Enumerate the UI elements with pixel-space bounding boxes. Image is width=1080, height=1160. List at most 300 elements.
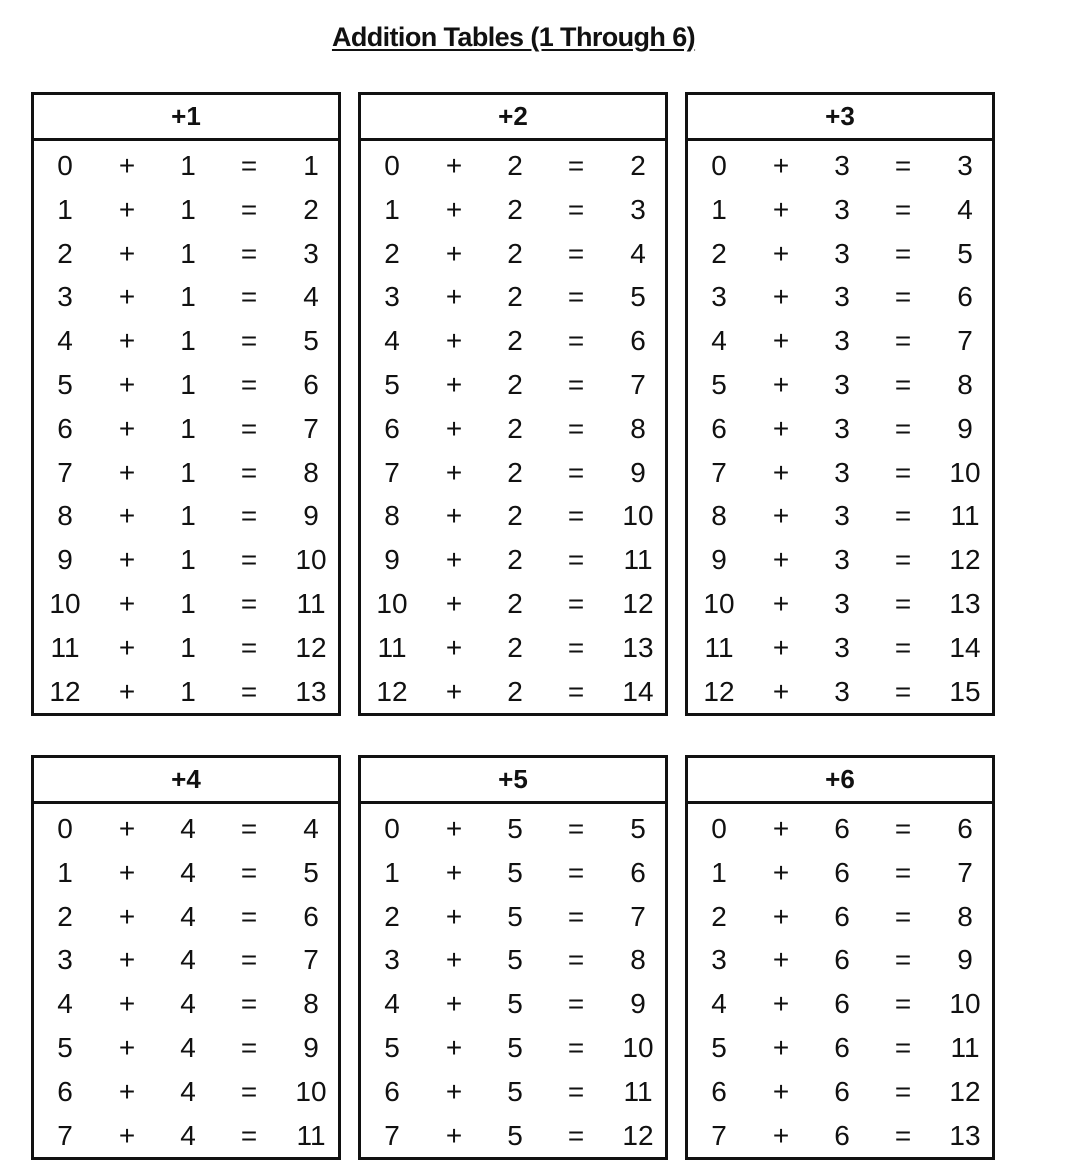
addend-a: 1 bbox=[384, 193, 400, 225]
sum-result: 12 bbox=[295, 631, 327, 663]
sum-result: 8 bbox=[630, 412, 646, 444]
addend-b: 3 bbox=[834, 150, 850, 181]
plus-sign: + bbox=[445, 325, 463, 357]
sum-result: 13 bbox=[949, 1119, 981, 1151]
table-row bbox=[361, 538, 665, 582]
addend-a: 11 bbox=[50, 631, 80, 663]
equals-sign: = bbox=[240, 150, 258, 181]
plus-sign: + bbox=[772, 900, 790, 932]
equals-sign: = bbox=[567, 587, 585, 619]
page-title: Addition Tables (1 Through 6) bbox=[331, 22, 696, 52]
sum-result: 1 bbox=[303, 150, 319, 181]
table-row bbox=[361, 670, 665, 714]
addend-b: 4 bbox=[180, 1075, 196, 1107]
addend-b: 2 bbox=[507, 325, 523, 357]
sum-result: 4 bbox=[303, 281, 319, 313]
addend-a: 7 bbox=[384, 456, 400, 488]
plus-sign: + bbox=[445, 237, 463, 269]
addition-table bbox=[358, 755, 668, 1160]
addend-b: 6 bbox=[834, 944, 850, 976]
addend-a: 3 bbox=[57, 281, 73, 313]
addend-b: 2 bbox=[507, 587, 523, 619]
addend-a: 1 bbox=[384, 856, 400, 888]
addend-a: 2 bbox=[57, 237, 73, 269]
table-row bbox=[688, 895, 992, 939]
table-row bbox=[688, 538, 992, 582]
plus-sign: + bbox=[772, 281, 790, 313]
equals-sign: = bbox=[567, 150, 585, 181]
plus-sign: + bbox=[772, 944, 790, 976]
sum-result: 6 bbox=[630, 325, 646, 357]
sum-result: 11 bbox=[296, 587, 326, 619]
table-row bbox=[34, 363, 338, 407]
addend-b: 3 bbox=[834, 193, 850, 225]
addend-a: 10 bbox=[49, 587, 81, 619]
sum-result: 11 bbox=[623, 544, 653, 576]
addend-b: 1 bbox=[180, 237, 196, 269]
equals-sign: = bbox=[567, 456, 585, 488]
addend-b: 6 bbox=[834, 856, 850, 888]
table-row bbox=[361, 807, 665, 851]
plus-sign: + bbox=[118, 1031, 136, 1063]
addend-a: 7 bbox=[57, 1119, 73, 1151]
addend-b: 6 bbox=[834, 988, 850, 1020]
addend-b: 1 bbox=[180, 150, 196, 181]
table-row bbox=[688, 626, 992, 670]
equals-sign: = bbox=[894, 631, 912, 663]
table-header: +2 bbox=[361, 95, 665, 141]
addend-b: 5 bbox=[507, 988, 523, 1020]
plus-sign: + bbox=[118, 193, 136, 225]
addend-a: 4 bbox=[384, 988, 400, 1020]
sum-result: 7 bbox=[303, 412, 319, 444]
table-header: +3 bbox=[688, 95, 992, 141]
equals-sign: = bbox=[240, 675, 258, 707]
addend-b: 3 bbox=[834, 631, 850, 663]
sum-result: 6 bbox=[303, 900, 319, 932]
equals-sign: = bbox=[240, 944, 258, 976]
sum-result: 3 bbox=[303, 237, 319, 269]
equals-sign: = bbox=[240, 456, 258, 488]
addend-b: 6 bbox=[834, 1031, 850, 1063]
addend-b: 5 bbox=[507, 856, 523, 888]
sum-result: 12 bbox=[949, 1075, 981, 1107]
table-row bbox=[688, 938, 992, 982]
plus-sign: + bbox=[118, 856, 136, 888]
sum-result: 11 bbox=[950, 1031, 980, 1063]
equals-sign: = bbox=[567, 1119, 585, 1151]
sum-result: 12 bbox=[622, 587, 654, 619]
sum-result: 7 bbox=[957, 856, 973, 888]
addend-b: 2 bbox=[507, 500, 523, 532]
addend-a: 0 bbox=[57, 813, 73, 844]
addend-a: 5 bbox=[711, 1031, 727, 1063]
plus-sign: + bbox=[772, 325, 790, 357]
equals-sign: = bbox=[894, 500, 912, 532]
equals-sign: = bbox=[894, 856, 912, 888]
equals-sign: = bbox=[240, 325, 258, 357]
table-row bbox=[34, 1114, 338, 1158]
equals-sign: = bbox=[240, 856, 258, 888]
table-row bbox=[361, 938, 665, 982]
table-row bbox=[688, 451, 992, 495]
table-row bbox=[361, 582, 665, 626]
equals-sign: = bbox=[240, 368, 258, 400]
table-row bbox=[34, 188, 338, 232]
addend-a: 6 bbox=[384, 1075, 400, 1107]
table-row bbox=[34, 407, 338, 451]
equals-sign: = bbox=[567, 325, 585, 357]
addend-b: 3 bbox=[834, 456, 850, 488]
sum-result: 5 bbox=[303, 325, 319, 357]
sum-result: 9 bbox=[957, 412, 973, 444]
addend-a: 5 bbox=[711, 368, 727, 400]
equals-sign: = bbox=[894, 237, 912, 269]
table-row bbox=[361, 895, 665, 939]
addend-b: 1 bbox=[180, 587, 196, 619]
sum-result: 7 bbox=[630, 368, 646, 400]
addend-a: 12 bbox=[703, 675, 735, 707]
plus-sign: + bbox=[118, 368, 136, 400]
equals-sign: = bbox=[240, 631, 258, 663]
equals-sign: = bbox=[567, 237, 585, 269]
table-row bbox=[688, 232, 992, 276]
plus-sign: + bbox=[772, 193, 790, 225]
sum-result: 6 bbox=[630, 856, 646, 888]
sum-result: 8 bbox=[630, 944, 646, 976]
addend-b: 1 bbox=[180, 456, 196, 488]
table-header: +1 bbox=[34, 95, 338, 141]
equals-sign: = bbox=[894, 456, 912, 488]
addend-a: 9 bbox=[711, 544, 727, 576]
equals-sign: = bbox=[894, 1119, 912, 1151]
addend-a: 11 bbox=[704, 631, 734, 663]
plus-sign: + bbox=[445, 368, 463, 400]
sum-result: 4 bbox=[957, 193, 973, 225]
addend-b: 3 bbox=[834, 587, 850, 619]
sum-result: 4 bbox=[630, 237, 646, 269]
equals-sign: = bbox=[240, 1031, 258, 1063]
plus-sign: + bbox=[118, 237, 136, 269]
addend-a: 0 bbox=[711, 150, 727, 181]
addend-a: 6 bbox=[384, 412, 400, 444]
table-row bbox=[34, 538, 338, 582]
addend-b: 2 bbox=[507, 456, 523, 488]
equals-sign: = bbox=[240, 500, 258, 532]
plus-sign: + bbox=[772, 368, 790, 400]
plus-sign: + bbox=[445, 988, 463, 1020]
addend-b: 3 bbox=[834, 500, 850, 532]
equals-sign: = bbox=[240, 281, 258, 313]
sum-result: 7 bbox=[303, 944, 319, 976]
addend-b: 3 bbox=[834, 412, 850, 444]
plus-sign: + bbox=[772, 1075, 790, 1107]
addend-b: 2 bbox=[507, 544, 523, 576]
table-row bbox=[361, 626, 665, 670]
equals-sign: = bbox=[894, 193, 912, 225]
plus-sign: + bbox=[772, 456, 790, 488]
addend-b: 5 bbox=[507, 813, 523, 844]
addend-a: 2 bbox=[711, 900, 727, 932]
equals-sign: = bbox=[567, 368, 585, 400]
addend-a: 12 bbox=[49, 675, 81, 707]
table-row bbox=[34, 895, 338, 939]
equals-sign: = bbox=[894, 281, 912, 313]
table-row bbox=[34, 807, 338, 851]
table-row bbox=[361, 494, 665, 538]
addend-b: 5 bbox=[507, 900, 523, 932]
plus-sign: + bbox=[445, 900, 463, 932]
equals-sign: = bbox=[894, 988, 912, 1020]
plus-sign: + bbox=[445, 500, 463, 532]
table-row bbox=[688, 670, 992, 714]
addition-table bbox=[685, 92, 995, 716]
addend-a: 0 bbox=[57, 150, 73, 181]
addend-a: 0 bbox=[711, 813, 727, 844]
plus-sign: + bbox=[772, 856, 790, 888]
sum-result: 12 bbox=[949, 544, 981, 576]
addend-b: 1 bbox=[180, 675, 196, 707]
equals-sign: = bbox=[567, 675, 585, 707]
addend-a: 0 bbox=[384, 150, 400, 181]
addend-a: 2 bbox=[57, 900, 73, 932]
equals-sign: = bbox=[567, 281, 585, 313]
equals-sign: = bbox=[240, 193, 258, 225]
table-row bbox=[34, 1070, 338, 1114]
addend-a: 12 bbox=[376, 675, 408, 707]
sum-result: 5 bbox=[630, 813, 646, 844]
addend-b: 6 bbox=[834, 1075, 850, 1107]
addend-b: 3 bbox=[834, 675, 850, 707]
table-row bbox=[361, 982, 665, 1026]
addend-b: 3 bbox=[834, 237, 850, 269]
table-row bbox=[361, 1070, 665, 1114]
addend-a: 4 bbox=[711, 988, 727, 1020]
plus-sign: + bbox=[772, 988, 790, 1020]
plus-sign: + bbox=[772, 675, 790, 707]
plus-sign: + bbox=[772, 813, 790, 844]
equals-sign: = bbox=[567, 544, 585, 576]
equals-sign: = bbox=[894, 587, 912, 619]
table-row bbox=[361, 1114, 665, 1158]
addition-table bbox=[358, 92, 668, 716]
sum-result: 8 bbox=[957, 900, 973, 932]
equals-sign: = bbox=[894, 150, 912, 181]
addend-b: 2 bbox=[507, 368, 523, 400]
sum-result: 9 bbox=[957, 944, 973, 976]
addend-b: 5 bbox=[507, 1075, 523, 1107]
addend-a: 1 bbox=[711, 856, 727, 888]
sum-result: 5 bbox=[630, 281, 646, 313]
table-row bbox=[361, 232, 665, 276]
plus-sign: + bbox=[118, 412, 136, 444]
addend-b: 1 bbox=[180, 544, 196, 576]
table-body bbox=[361, 804, 665, 1157]
plus-sign: + bbox=[772, 631, 790, 663]
sum-result: 3 bbox=[630, 193, 646, 225]
addend-a: 3 bbox=[711, 281, 727, 313]
equals-sign: = bbox=[894, 1075, 912, 1107]
equals-sign: = bbox=[567, 631, 585, 663]
table-row bbox=[361, 363, 665, 407]
plus-sign: + bbox=[118, 456, 136, 488]
plus-sign: + bbox=[772, 412, 790, 444]
table-row bbox=[688, 807, 992, 851]
equals-sign: = bbox=[567, 1075, 585, 1107]
addend-b: 3 bbox=[834, 281, 850, 313]
addend-b: 6 bbox=[834, 1119, 850, 1151]
addend-a: 3 bbox=[384, 944, 400, 976]
addend-a: 7 bbox=[384, 1119, 400, 1151]
plus-sign: + bbox=[118, 587, 136, 619]
sum-result: 11 bbox=[623, 1075, 653, 1107]
addend-a: 2 bbox=[384, 237, 400, 269]
addend-a: 0 bbox=[384, 813, 400, 844]
sum-result: 10 bbox=[622, 500, 654, 532]
table-row bbox=[688, 275, 992, 319]
table-body bbox=[688, 141, 992, 713]
addend-a: 1 bbox=[57, 193, 73, 225]
addend-b: 5 bbox=[507, 1119, 523, 1151]
addend-a: 1 bbox=[711, 193, 727, 225]
equals-sign: = bbox=[894, 813, 912, 844]
addend-b: 3 bbox=[834, 544, 850, 576]
addend-a: 6 bbox=[57, 412, 73, 444]
addend-a: 7 bbox=[711, 456, 727, 488]
addend-a: 6 bbox=[711, 1075, 727, 1107]
addend-b: 2 bbox=[507, 281, 523, 313]
table-row bbox=[688, 1026, 992, 1070]
equals-sign: = bbox=[894, 368, 912, 400]
plus-sign: + bbox=[772, 544, 790, 576]
addend-b: 4 bbox=[180, 813, 196, 844]
sum-result: 13 bbox=[295, 675, 327, 707]
equals-sign: = bbox=[567, 500, 585, 532]
table-row bbox=[688, 851, 992, 895]
table-row bbox=[34, 494, 338, 538]
addend-b: 2 bbox=[507, 675, 523, 707]
sum-result: 11 bbox=[296, 1119, 326, 1151]
table-row bbox=[361, 1026, 665, 1070]
addition-table bbox=[685, 755, 995, 1160]
table-row bbox=[688, 407, 992, 451]
addend-b: 4 bbox=[180, 1031, 196, 1063]
equals-sign: = bbox=[567, 944, 585, 976]
equals-sign: = bbox=[894, 900, 912, 932]
table-row bbox=[34, 851, 338, 895]
addend-b: 4 bbox=[180, 900, 196, 932]
addend-a: 2 bbox=[384, 900, 400, 932]
sum-result: 2 bbox=[630, 150, 646, 181]
equals-sign: = bbox=[240, 412, 258, 444]
table-row bbox=[688, 1114, 992, 1158]
table-row bbox=[361, 144, 665, 188]
addend-a: 5 bbox=[384, 1031, 400, 1063]
addend-b: 3 bbox=[834, 368, 850, 400]
equals-sign: = bbox=[240, 900, 258, 932]
addend-b: 2 bbox=[507, 150, 523, 181]
addend-a: 3 bbox=[384, 281, 400, 313]
equals-sign: = bbox=[240, 1075, 258, 1107]
table-row bbox=[688, 982, 992, 1026]
addend-a: 7 bbox=[57, 456, 73, 488]
sum-result: 6 bbox=[957, 281, 973, 313]
plus-sign: + bbox=[445, 456, 463, 488]
table-row bbox=[34, 144, 338, 188]
addend-a: 6 bbox=[57, 1075, 73, 1107]
equals-sign: = bbox=[240, 988, 258, 1020]
table-row bbox=[361, 319, 665, 363]
sum-result: 7 bbox=[630, 900, 646, 932]
plus-sign: + bbox=[772, 500, 790, 532]
sum-result: 9 bbox=[303, 1031, 319, 1063]
table-row bbox=[34, 670, 338, 714]
sum-result: 14 bbox=[622, 675, 654, 707]
addend-a: 2 bbox=[711, 237, 727, 269]
plus-sign: + bbox=[445, 193, 463, 225]
equals-sign: = bbox=[567, 813, 585, 844]
addend-a: 10 bbox=[376, 587, 408, 619]
plus-sign: + bbox=[445, 856, 463, 888]
table-row bbox=[34, 275, 338, 319]
sum-result: 10 bbox=[622, 1031, 654, 1063]
equals-sign: = bbox=[240, 237, 258, 269]
table-row bbox=[34, 1026, 338, 1070]
plus-sign: + bbox=[118, 813, 136, 844]
plus-sign: + bbox=[445, 813, 463, 844]
table-row bbox=[688, 188, 992, 232]
addend-b: 6 bbox=[834, 900, 850, 932]
plus-sign: + bbox=[118, 325, 136, 357]
sum-result: 14 bbox=[949, 631, 981, 663]
equals-sign: = bbox=[567, 988, 585, 1020]
equals-sign: = bbox=[240, 587, 258, 619]
addend-b: 2 bbox=[507, 237, 523, 269]
addend-a: 3 bbox=[711, 944, 727, 976]
table-row bbox=[34, 626, 338, 670]
addend-a: 8 bbox=[57, 500, 73, 532]
plus-sign: + bbox=[445, 281, 463, 313]
plus-sign: + bbox=[118, 1119, 136, 1151]
table-row bbox=[361, 451, 665, 495]
addend-a: 4 bbox=[57, 325, 73, 357]
equals-sign: = bbox=[894, 544, 912, 576]
table-row bbox=[361, 275, 665, 319]
plus-sign: + bbox=[445, 631, 463, 663]
sum-result: 15 bbox=[949, 675, 981, 707]
addend-b: 5 bbox=[507, 1031, 523, 1063]
equals-sign: = bbox=[240, 544, 258, 576]
equals-sign: = bbox=[894, 1031, 912, 1063]
table-row bbox=[688, 144, 992, 188]
addend-b: 3 bbox=[834, 325, 850, 357]
table-body bbox=[34, 141, 338, 713]
equals-sign: = bbox=[894, 325, 912, 357]
table-row bbox=[361, 407, 665, 451]
equals-sign: = bbox=[567, 900, 585, 932]
equals-sign: = bbox=[567, 193, 585, 225]
addend-a: 5 bbox=[57, 368, 73, 400]
sum-result: 6 bbox=[303, 368, 319, 400]
table-header: +4 bbox=[34, 758, 338, 804]
sum-result: 8 bbox=[957, 368, 973, 400]
sum-result: 5 bbox=[303, 856, 319, 888]
equals-sign: = bbox=[894, 412, 912, 444]
addend-b: 2 bbox=[507, 631, 523, 663]
addend-b: 4 bbox=[180, 856, 196, 888]
plus-sign: + bbox=[118, 900, 136, 932]
plus-sign: + bbox=[445, 1119, 463, 1151]
